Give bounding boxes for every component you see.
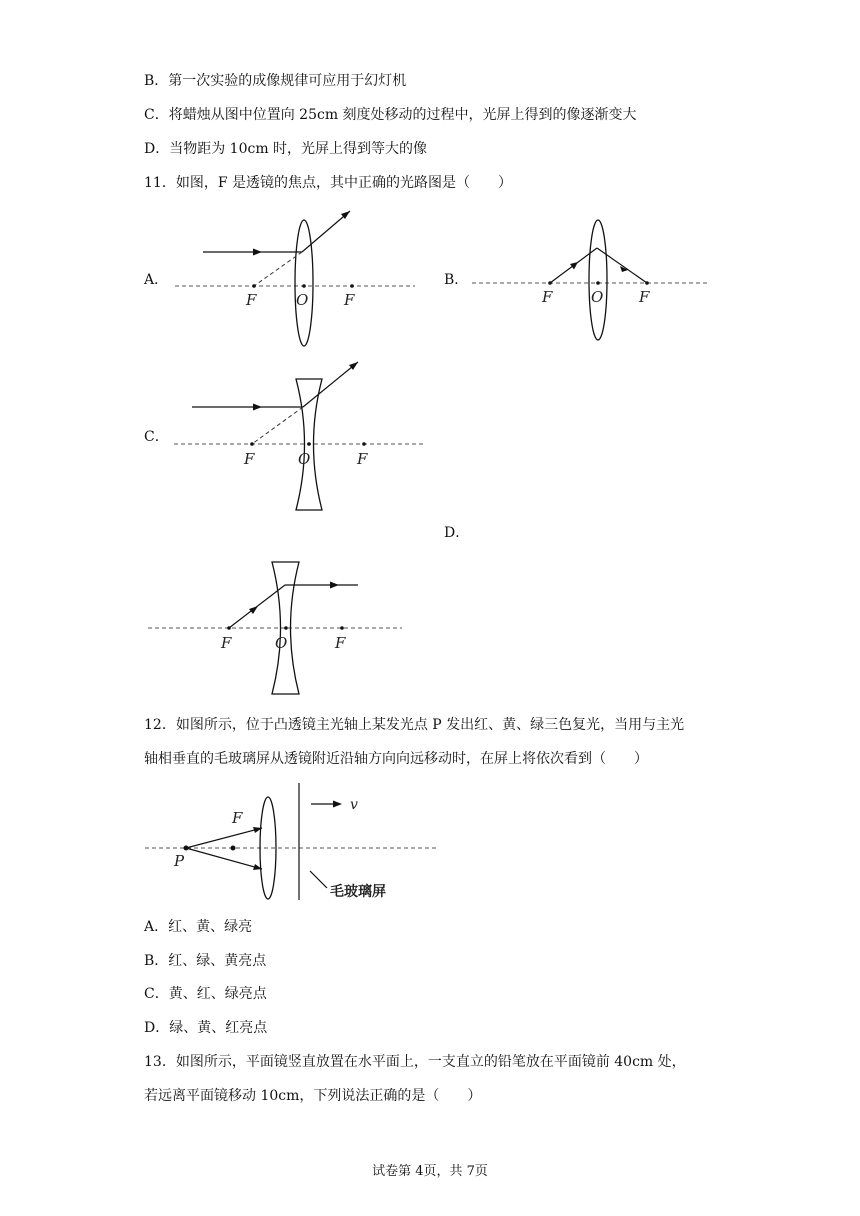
fig-b-focus-right: F xyxy=(639,288,650,306)
fig-a-focus-right: F xyxy=(344,291,355,309)
fig-a-center: O xyxy=(296,291,309,309)
q12-option-a: A．红、黄、绿亮 xyxy=(144,919,253,935)
q12-option-d: D．绿、黄、红亮点 xyxy=(144,1020,268,1036)
fig-b-focus-left: F xyxy=(542,288,553,306)
fig-d-focus-left: F xyxy=(221,634,232,652)
q11-label-d: D． xyxy=(444,525,470,541)
q10-option-d: D．当物距为 10cm 时，光屏上得到等大的像 xyxy=(144,141,428,157)
q12-velocity-v: v xyxy=(350,797,358,813)
q13-stem-line1: 13．如图所示，平面镜竖直放置在水平面上，一支直立的铅笔放在平面镜前 40cm 处， xyxy=(144,1054,686,1070)
q12-stem-line2: 轴相垂直的毛玻璃屏从透镜附近沿轴方向向远移动时，在屏上将依次看到（ ） xyxy=(144,751,648,767)
q11-label-b: B． xyxy=(444,272,469,288)
q13-stem-line2: 若远离平面镜移动 10cm，下列说法正确的是（ ） xyxy=(144,1088,482,1104)
fig-c-focus-right: F xyxy=(357,450,368,468)
fig-a-focus-left: F xyxy=(246,291,257,309)
q12-focus-f: F xyxy=(232,809,243,827)
fig-c-focus-left: F xyxy=(244,450,255,468)
q12-option-b: B．红、绿、黄亮点 xyxy=(144,953,267,969)
q11-stem: 11．如图，F 是透镜的焦点，其中正确的光路图是（ ） xyxy=(144,175,512,191)
q11-label-a: A． xyxy=(144,272,169,288)
fig-d-focus-right: F xyxy=(335,634,346,652)
q12-point-p: P xyxy=(174,852,185,870)
q10-option-c: C．将蜡烛从图中位置向 25cm 刻度处移动的过程中，光屏上得到的像逐渐变大 xyxy=(144,107,637,123)
fig-d-center: O xyxy=(275,634,288,652)
q10-option-b: B．第一次实验的成像规律可应用于幻灯机 xyxy=(144,73,407,89)
fig-c-center: O xyxy=(298,450,311,468)
q12-screen-label: 毛玻璃屏 xyxy=(330,884,386,900)
fig-b-center: O xyxy=(591,288,604,306)
q11-label-c: C． xyxy=(144,429,169,445)
q12-stem-line1: 12．如图所示，位于凸透镜主光轴上某发光点 P 发出红、黄、绿三色复光，当用与主光 xyxy=(144,717,685,733)
page-footer: 试卷第 4页，共 7页 xyxy=(372,1164,488,1179)
q12-option-c: C．黄、红、绿亮点 xyxy=(144,986,267,1002)
